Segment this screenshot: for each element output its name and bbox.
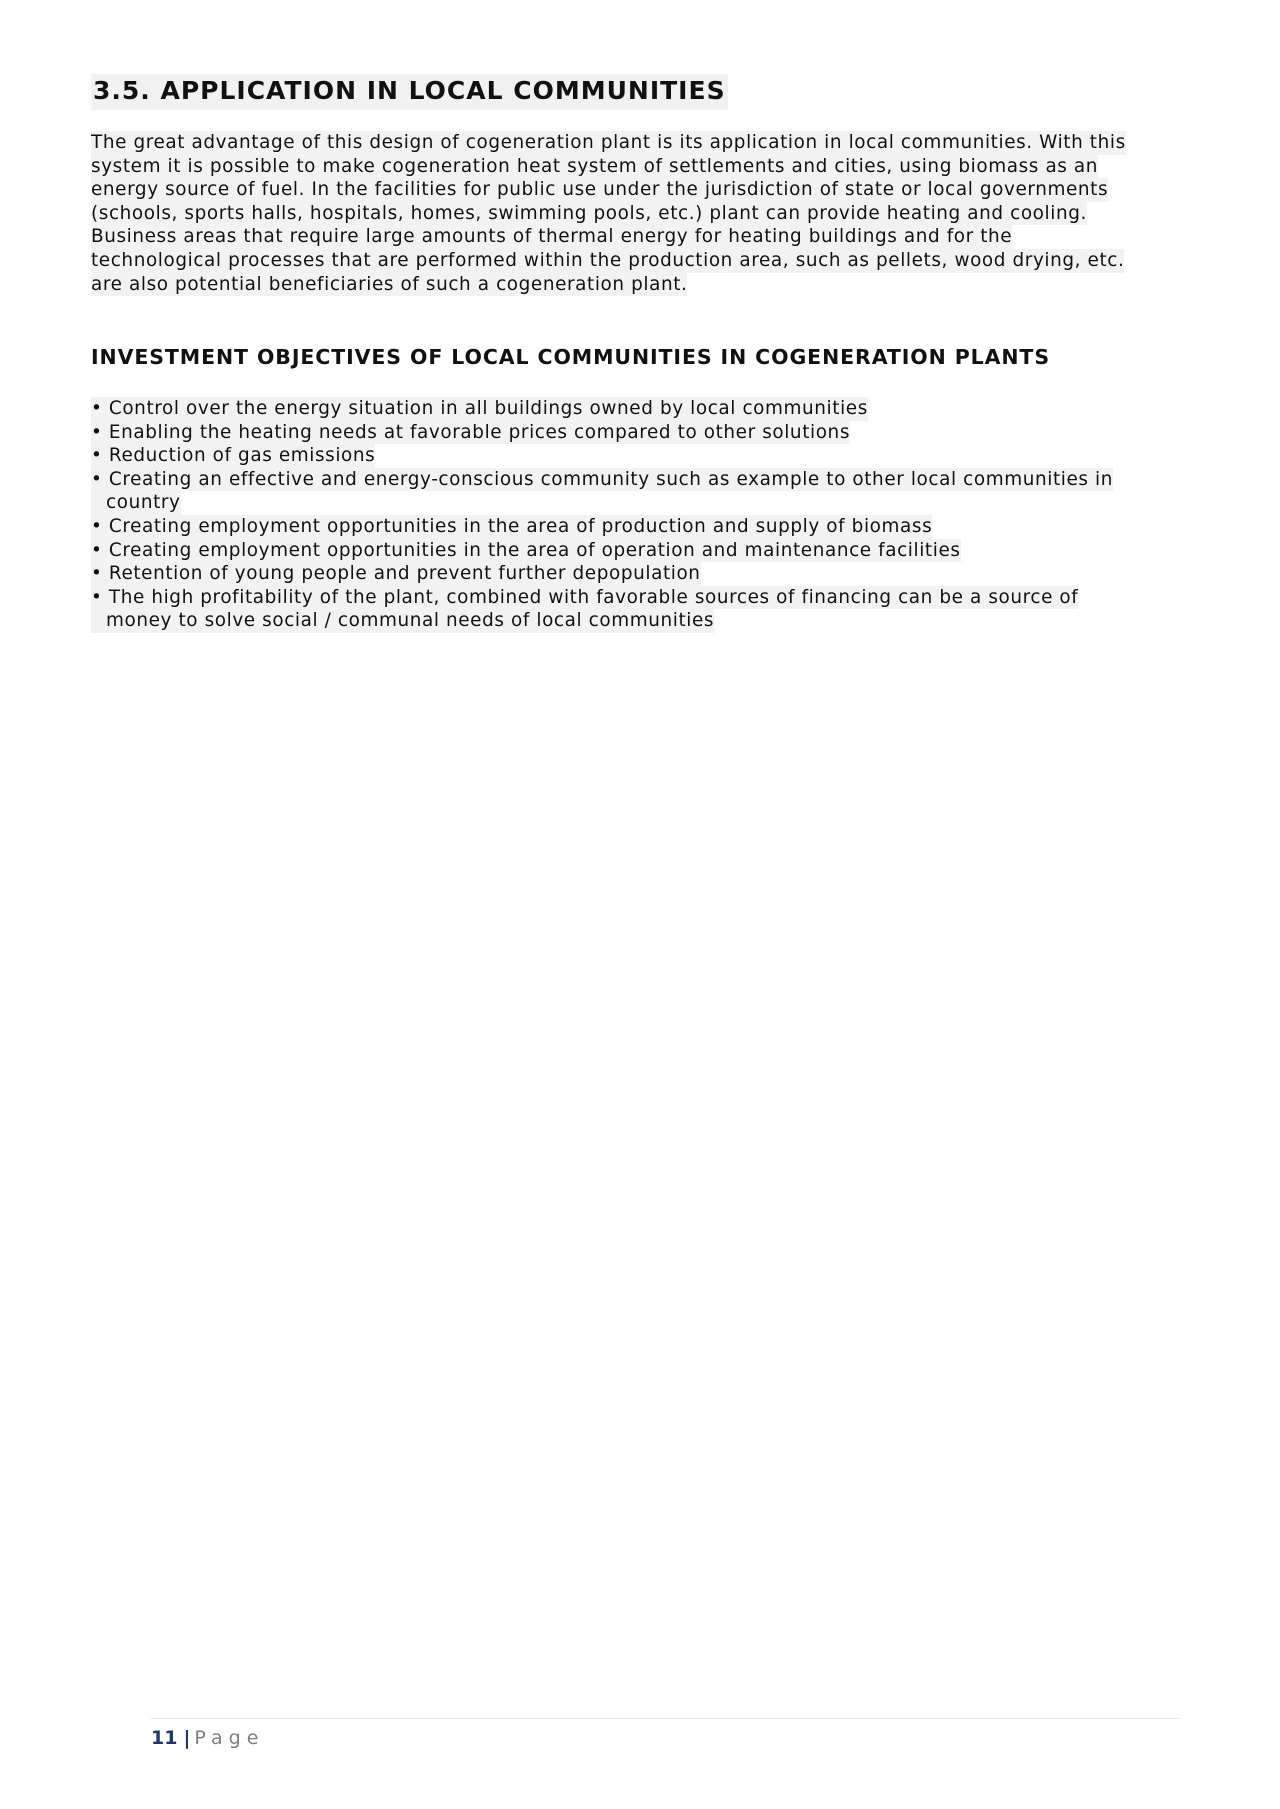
list-item-text: • The high profitability of the plant, combined with favorable sources of financing can be a source of: [91, 586, 1079, 608]
objectives-heading: INVESTMENT OBJECTIVES OF LOCAL COMMUNITIES IN COGENERATION PLANTS: [91, 345, 1050, 369]
objectives-list: [91, 397, 1211, 633]
page-footer: [151, 1718, 1179, 1749]
paragraph-line: technological processes that are performed within the production area, such as pellets, wood drying, etc.: [91, 249, 1125, 271]
paragraph-line: energy source of fuel. In the facilities for public use under the jurisdiction of state or local governments: [91, 179, 1109, 201]
list-item-continuation: money to solve social / communal needs of local communities: [91, 609, 714, 633]
list-item: [91, 515, 1211, 539]
paragraph-line: system it is possible to make cogeneration heat system of settlements and cities, using biomass as an: [91, 155, 1099, 177]
list-item-text: • Reduction of gas emissions: [91, 445, 376, 467]
list-item-text: • Control over the energy situation in all buildings owned by local communities: [91, 398, 868, 419]
footer-separator: |: [183, 1727, 191, 1749]
list-item: [91, 562, 1211, 586]
paragraph-line: (schools, sports halls, hospitals, homes, swimming pools, etc.) plant can provide heating and cooling.: [91, 202, 1087, 224]
list-item-text: • Creating employment opportunities in the area of production and supply of biomass: [91, 515, 933, 537]
page-number: 11: [151, 1727, 178, 1749]
list-item-text: • Creating an effective and energy-conscious community such as example to other local communities in: [91, 468, 1113, 490]
list-item: [91, 397, 1211, 421]
paragraph-line: The great advantage of this design of cogeneration plant is its application in local communities. With this: [91, 132, 1126, 153]
list-item-continuation: country: [91, 491, 181, 515]
intro-paragraph: [91, 131, 1191, 296]
section-title: 3.5. APPLICATION IN LOCAL COMMUNITIES: [91, 74, 728, 110]
page-label: Page: [194, 1727, 265, 1749]
list-item: [91, 444, 1211, 468]
list-item-text: • Retention of young people and prevent further depopulation: [91, 563, 701, 585]
paragraph-line: are also potential beneficiaries of such a cogeneration plant.: [91, 273, 688, 295]
list-item: [91, 539, 1211, 563]
list-item-text: • Enabling the heating needs at favorable prices compared to other solutions: [91, 421, 850, 443]
list-item-text: • Creating employment opportunities in the area of operation and maintenance facilities: [91, 539, 961, 561]
list-item: [91, 421, 1211, 445]
list-item: [91, 586, 1211, 633]
list-item: [91, 468, 1211, 515]
paragraph-line: Business areas that require large amounts of thermal energy for heating buildings and for the: [91, 226, 1013, 248]
